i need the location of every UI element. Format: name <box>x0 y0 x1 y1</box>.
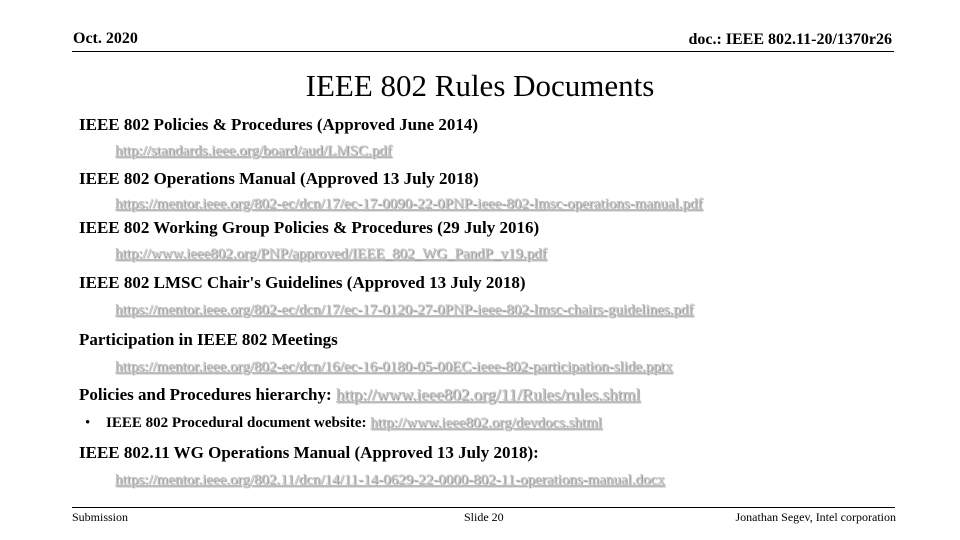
hierarchy-line <box>79 384 640 406</box>
header-date: Oct. 2020 <box>73 30 138 47</box>
entry-heading: IEEE 802 Working Group Policies & Procedures (29 July 2016) <box>79 218 540 237</box>
procedural-link[interactable]: http://www.ieee802.org/devdocs.shtml <box>370 415 602 431</box>
hierarchy-link[interactable]: http://www.ieee802.org/11/Rules/rules.shtml <box>335 385 641 404</box>
footer-author: Jonathan Segev, Intel corporation <box>735 510 896 524</box>
bullet-icon: • <box>85 415 91 431</box>
hierarchy-label: Policies and Procedures hierarchy: <box>79 385 332 404</box>
procedural-label: IEEE 802 Procedural document website: <box>106 415 367 431</box>
footer-submission: Submission <box>72 510 129 524</box>
entry-link[interactable]: http://standards.ieee.org/board/aud/LMSC.pdf <box>115 143 392 159</box>
entry-link[interactable]: https://mentor.ieee.org/802-ec/dcn/17/ec-17-0090-22-0PNP-ieee-802-lmsc-operations-manual.pdf <box>115 196 703 212</box>
entry-link[interactable]: https://mentor.ieee.org/802-ec/dcn/16/ec-16-0180-05-00EC-ieee-802-participation-slide.pptx <box>115 359 673 375</box>
wg-manual-link[interactable]: https://mentor.ieee.org/802.11/dcn/14/11-14-0629-22-0000-802-11-operations-manual.docx <box>115 472 665 488</box>
entry-link[interactable]: https://mentor.ieee.org/802-ec/dcn/17/ec-17-0120-27-0PNP-ieee-802-lmsc-chairs-guidelines.pdf <box>115 302 694 318</box>
footer-slide-number: Slide 20 <box>464 510 504 524</box>
footer-rule <box>72 507 895 508</box>
page-title: IEEE 802 Rules Documents <box>305 68 655 103</box>
entry-heading: Participation in IEEE 802 Meetings <box>79 330 338 349</box>
header-rule <box>72 51 894 52</box>
entry-heading: IEEE 802 Policies & Procedures (Approved June 2014) <box>79 115 479 134</box>
procedural-line <box>106 412 602 434</box>
entry-heading: IEEE 802 LMSC Chair's Guidelines (Approved 13 July 2018) <box>79 273 526 292</box>
entry-heading: IEEE 802 Operations Manual (Approved 13 July 2018) <box>79 169 479 188</box>
entry-link[interactable]: http://www.ieee802.org/PNP/approved/IEEE_802_WG_PandP_v19.pdf <box>115 246 547 262</box>
header-doc-id: doc.: IEEE 802.11-20/1370r26 <box>688 31 892 48</box>
wg-manual-heading: IEEE 802.11 WG Operations Manual (Approved 13 July 2018): <box>79 443 539 462</box>
